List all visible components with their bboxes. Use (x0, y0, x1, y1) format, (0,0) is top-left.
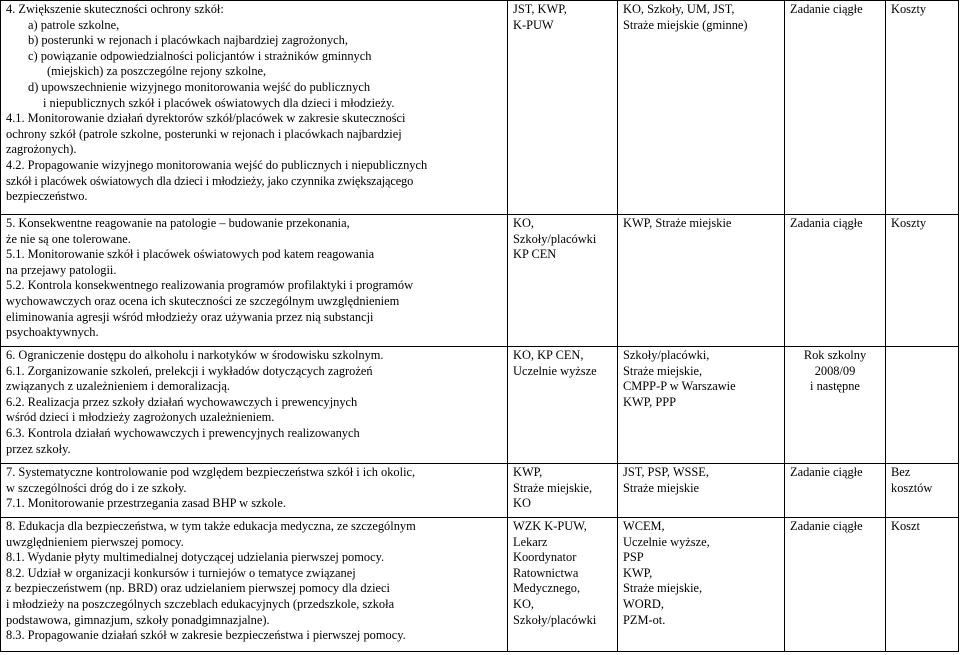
subtask-line: zagrożonych). (6, 142, 77, 157)
partners-cell (618, 518, 785, 652)
table-row (1, 347, 959, 464)
partners-line: Straże miejskie (gminne) (623, 17, 748, 32)
responsible-line: KO, (513, 596, 534, 611)
responsible-line: JST, KWP, (513, 2, 567, 16)
deadline-line: Zadania ciągłe (790, 216, 863, 230)
partners-line: WCEM, (623, 519, 665, 533)
subtask-line: z bezpieczeństwem (np. BRD) oraz udzielaniem pierwszej pomocy dla dzieci (6, 581, 390, 596)
cost-line: kosztów (891, 480, 933, 495)
subtask-line: szkół i placówek oświatowych dla dzieci i młodzieży, jako czynnika zwiększającego (6, 173, 414, 188)
task-line: d) upowszechnienie wizyjnego monitorowania wejść do publicznych (28, 79, 371, 94)
cost-line: Koszty (891, 216, 927, 230)
responsible-cell (508, 464, 618, 518)
task-line: w szczególności dróg do i ze szkoły. (6, 480, 187, 495)
task-line: c) powiązanie odpowiedzialności policjantów i strażników gminnych (28, 48, 372, 63)
subtask-line: związanych z uzależnieniem i demoralizacją. (6, 379, 230, 394)
deadline-line: Zadanie ciągłe (790, 465, 863, 479)
deadline-cell (785, 1, 886, 215)
responsible-line: Lekarz (513, 534, 548, 549)
deadline-cell (785, 518, 886, 652)
task-line: a) patrole szkolne, (28, 17, 120, 32)
cost-cell (886, 464, 959, 518)
deadline-line: Zadanie ciągłe (790, 519, 863, 533)
partners-line: WORD, (623, 596, 664, 611)
subtask-line: wśród dzieci i młodzieży zagrożonych uzależnieniem. (6, 410, 275, 425)
subtask-line: 6.1. Zorganizowanie szkoleń, prelekcji i wykładów dotyczących zagrożeń (6, 363, 373, 378)
subtask-line: 6.2. Realizacja przez szkoły działań wychowawczych i prewencyjnych (6, 394, 358, 409)
responsible-line: Uczelnie wyższe (513, 363, 597, 378)
task-title: 4. Zwiększenie skuteczności ochrony szkół: (6, 2, 224, 16)
task-title: 5. Konsekwentne reagowanie na patologie – budowanie przekonania, (6, 216, 350, 230)
subtask-line: bezpieczeństwo. (6, 189, 88, 204)
task-line: (miejskich) za poszczególne rejony szkolne, (47, 64, 267, 79)
deadline-cell (785, 215, 886, 347)
responsible-cell (508, 347, 618, 464)
responsible-line: Szkoły/placówki (513, 231, 597, 246)
task-line: uwzględnieniem pierwszej pomocy. (6, 534, 184, 549)
responsible-line: KWP, (513, 465, 543, 479)
deadline-cell (785, 464, 886, 518)
subtask-line: 8.1. Wydanie płyty multimedialnej dotyczącej udzielania pierwszej pomocy. (6, 550, 385, 565)
partners-line: Straże miejskie, (623, 363, 703, 378)
partners-cell (618, 464, 785, 518)
responsible-cell (508, 215, 618, 347)
subtask-line: wychowawczych oraz ocena ich skuteczności ze szczególnym uwzględnieniem (6, 293, 400, 308)
subtask-line: psychoaktywnych. (6, 325, 99, 340)
cost-line: Bez (891, 465, 911, 479)
task-cell (1, 215, 508, 347)
cost-cell (886, 1, 959, 215)
task-cell (1, 518, 508, 652)
cost-line: Koszty (891, 2, 927, 16)
responsible-line: Ratownictwa (513, 565, 579, 580)
subtask-line: 6.3. Kontrola działań wychowawczych i prewencyjnych realizowanych (6, 425, 360, 440)
responsible-line: Medycznego, (513, 581, 581, 596)
subtask-line: 8.2. Udział w organizacji konkursów i turniejów o tematyce związanej (6, 565, 356, 580)
table-row (1, 215, 959, 347)
partners-line: JST, PSP, WSSE, (623, 465, 709, 479)
partners-line: KWP, Straże miejskie (623, 216, 732, 230)
subtask-line: przez szkoły. (6, 441, 71, 456)
task-line: i niepublicznych szkół i placówek oświatowych dla dzieci i młodzieży. (43, 95, 395, 110)
task-line: że nie są one tolerowane. (6, 231, 131, 246)
partners-line: Straże miejskie (623, 480, 700, 495)
cost-cell (886, 347, 959, 464)
partners-line: CMPP-P w Warszawie (623, 379, 736, 394)
partners-line: Straże miejskie, (623, 581, 703, 596)
responsible-line: KO, KP CEN, (513, 348, 584, 362)
responsible-line: K-PUW (513, 17, 554, 32)
responsible-cell (508, 1, 618, 215)
responsible-line: KO (513, 496, 531, 511)
partners-line: PSP (623, 550, 644, 565)
responsible-line: Szkoły/placówki (513, 612, 597, 627)
subtask-line: 5.2. Kontrola konsekwentnego realizowania programów profilaktyki i programów (6, 278, 414, 293)
responsible-line: KP CEN (513, 247, 557, 262)
task-title: 6. Ograniczenie dostępu do alkoholu i narkotyków w środowisku szkolnym. (6, 348, 384, 362)
subtask-line: eliminowania agresji wśród młodzieży oraz używania przez nią substancji (6, 309, 374, 324)
responsible-line: KO, (513, 216, 534, 230)
task-cell (1, 1, 508, 215)
partners-line: KO, Szkoły, UM, JST, (623, 2, 735, 16)
responsible-line: WZK K-PUW, (513, 519, 587, 533)
partners-line: PZM-ot. (623, 612, 666, 627)
deadline-line: 2008/09 (814, 363, 856, 378)
partners-line: KWP, PPP (623, 394, 677, 409)
subtask-line: 4.2. Propagowanie wizyjnego monitorowania wejść do publicznych i niepublicznych (6, 157, 428, 172)
responsible-line: Koordynator (513, 550, 577, 565)
partners-cell (618, 215, 785, 347)
responsible-cell (508, 518, 618, 652)
responsible-line: Straże miejskie, (513, 480, 593, 495)
deadline-line: Zadanie ciągłe (790, 2, 863, 16)
task-cell (1, 347, 508, 464)
subtask-line: 5.1. Monitorowanie szkół i placówek oświatowych pod katem reagowania (6, 247, 375, 262)
deadline-cell (785, 347, 886, 464)
table-row (1, 518, 959, 652)
table-row (1, 464, 959, 518)
subtask-line: ochrony szkół (patrole szkolne, posterunki w rejonach i placówkach najbardziej (6, 126, 402, 141)
partners-line: KWP, (623, 565, 653, 580)
task-title: 7. Systematyczne kontrolowanie pod względem bezpieczeństwa szkół i ich okolic, (6, 465, 416, 479)
cost-cell (886, 518, 959, 652)
subtask-line: i młodzieży na poszczególnych szczeblach edukacyjnych (przedszkole, szkoła (6, 596, 395, 611)
partners-line: Uczelnie wyższe, (623, 534, 710, 549)
task-title: 8. Edukacja dla bezpieczeństwa, w tym także edukacja medyczna, ze szczególnym (6, 519, 416, 533)
task-cell (1, 464, 508, 518)
cost-line: Koszt (891, 519, 920, 533)
table-row (1, 1, 959, 215)
subtask-line: 8.3. Propagowanie działań szkół w zakresie bezpieczeństwa i pierwszej pomocy. (6, 628, 406, 643)
partners-cell (618, 1, 785, 215)
subtask-line: 7.1. Monitorowanie przestrzegania zasad BHP w szkole. (6, 496, 286, 511)
partners-line: Szkoły/placówki, (623, 348, 710, 362)
deadline-line: i następne (810, 379, 860, 394)
subtask-line: na przejawy patologii. (6, 262, 117, 277)
cost-cell (886, 215, 959, 347)
subtask-line: 4.1. Monitorowanie działań dyrektorów szkół/placówek w zakresie skuteczności (6, 111, 406, 126)
subtask-line: podstawowa, gimnazjum, szkoły ponadgimnazjalne). (6, 612, 270, 627)
deadline-line: Rok szkolny (803, 348, 867, 362)
task-line: b) posterunki w rejonach i placówkach najbardziej zagrożonych, (28, 33, 348, 48)
partners-cell (618, 347, 785, 464)
